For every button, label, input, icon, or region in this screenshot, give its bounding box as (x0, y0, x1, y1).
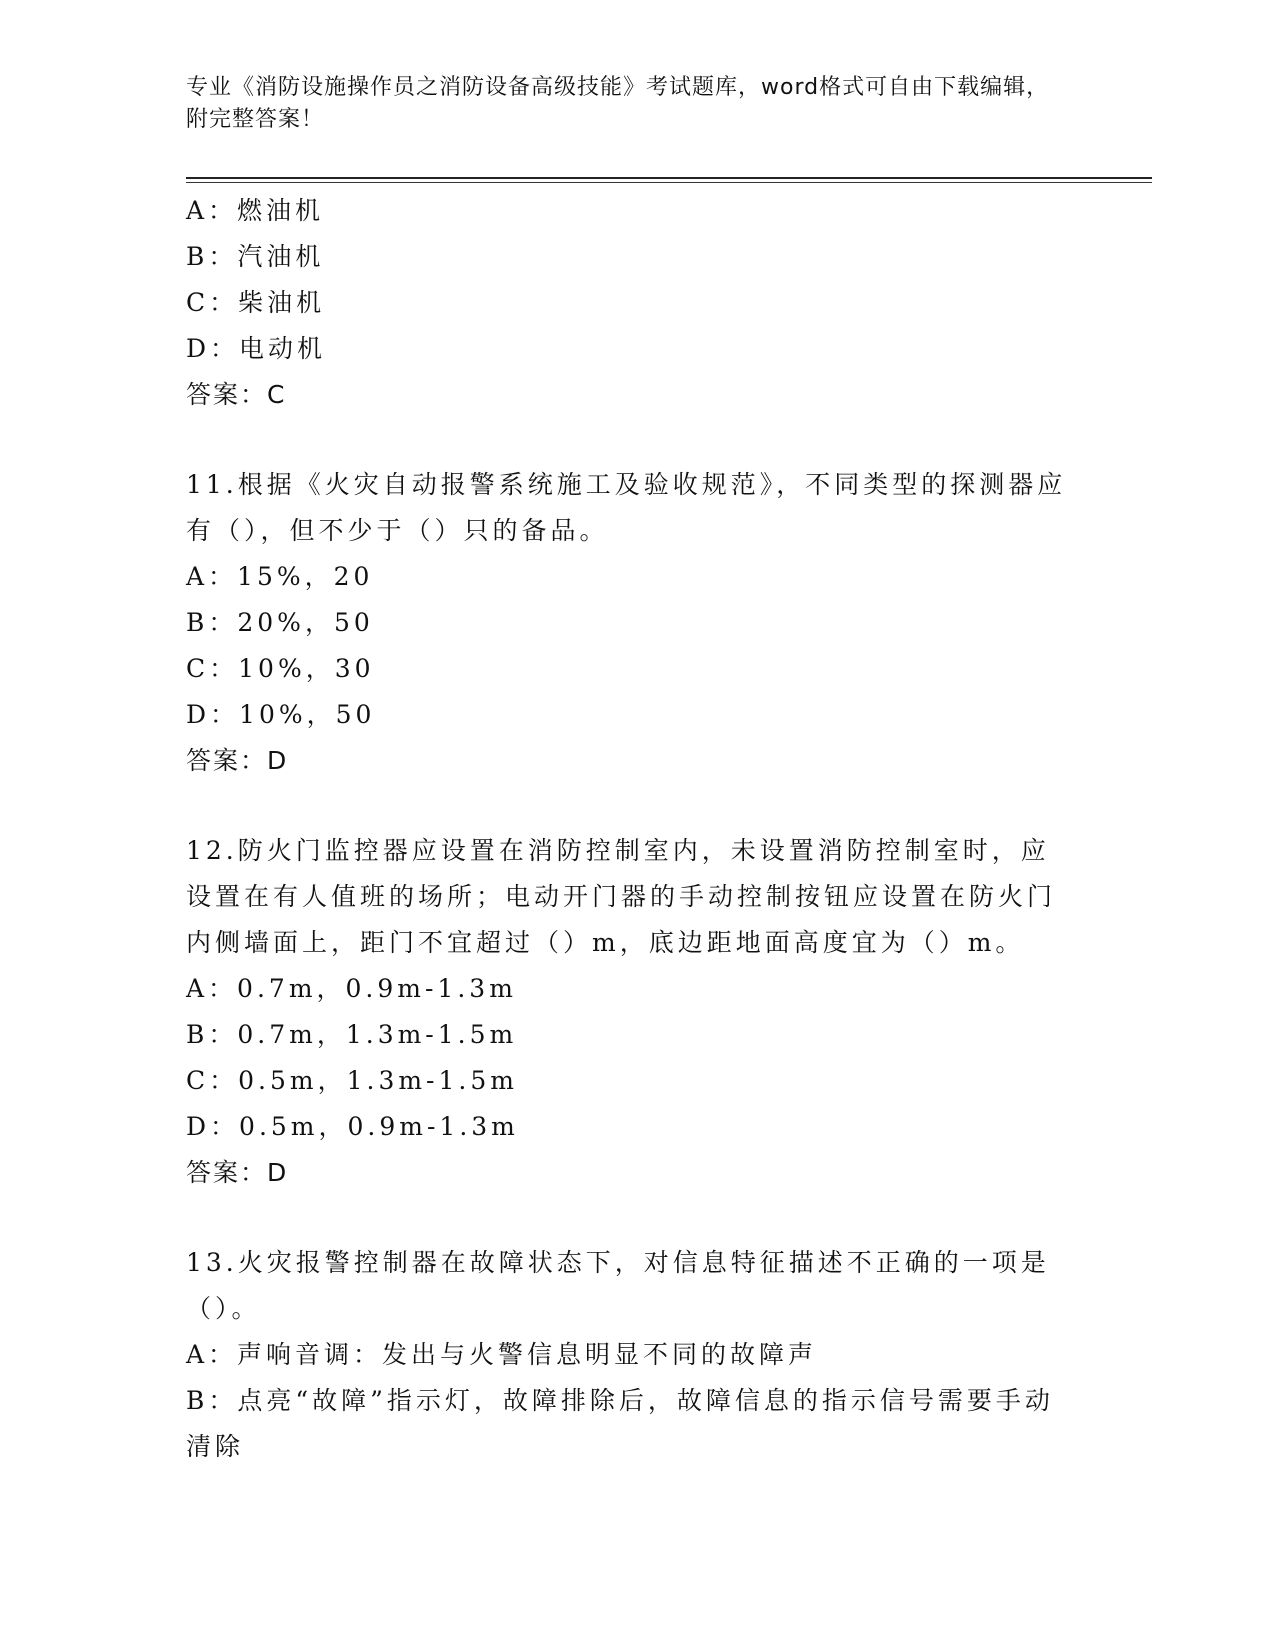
question-stem: 11.根据《火灾自动报警系统施工及验收规范》，不同类型的探测器应有（），但不少于（）只的备品。 (186, 470, 1067, 545)
option-a: A：燃油机 (186, 196, 325, 225)
question-11 (186, 462, 1086, 784)
option-b: B：0.7m，1.3m-1.5m (186, 1020, 518, 1049)
question-list (186, 188, 1086, 1470)
spacer (186, 418, 1086, 462)
spacer (186, 784, 1086, 828)
option-b: B：汽油机 (186, 242, 325, 271)
option-a: A：声响音调：发出与火警信息明显不同的故障声 (186, 1340, 818, 1369)
header-divider-thick (186, 177, 1152, 179)
option-c: C：0.5m，1.3m-1.5m (186, 1066, 518, 1095)
question-stem: 13.火灾报警控制器在故障状态下，对信息特征描述不正确的一项是（）。 (186, 1248, 1050, 1323)
answer: 答案：C (186, 380, 287, 409)
question-10 (186, 188, 1086, 418)
question-12 (186, 828, 1086, 1196)
option-c: C：10%，30 (186, 654, 375, 683)
question-stem: 12.防火门监控器应设置在消防控制室内，未设置消防控制室时，应设置在有人值班的场所；电动开门器的手动控制按钮应设置在防火门内侧墙面上，距门不宜超过（）m，底边距地面高度宜为（）m。 (186, 836, 1057, 957)
document-header: 专业《消防设施操作员之消防设备高级技能》考试题库，word格式可自由下载编辑，附完整答案！ (186, 75, 1050, 132)
option-b: B：点亮“故障”指示灯，故障排除后，故障信息的指示信号需要手动清除 (186, 1386, 1054, 1461)
option-d: D：0.5m，0.9m-1.3m (186, 1112, 519, 1141)
option-d: D：电动机 (186, 334, 327, 363)
answer: 答案：D (186, 746, 289, 775)
option-a: A：0.7m，0.9m-1.3m (186, 974, 517, 1003)
question-13 (186, 1240, 1086, 1470)
answer: 答案：D (186, 1158, 289, 1187)
option-b: B：20%，50 (186, 608, 374, 637)
header-divider-thin (186, 182, 1152, 183)
spacer (186, 1196, 1086, 1240)
option-d: D：10%，50 (186, 700, 376, 729)
option-c: C：柴油机 (186, 288, 326, 317)
option-a: A：15%，20 (186, 562, 374, 591)
